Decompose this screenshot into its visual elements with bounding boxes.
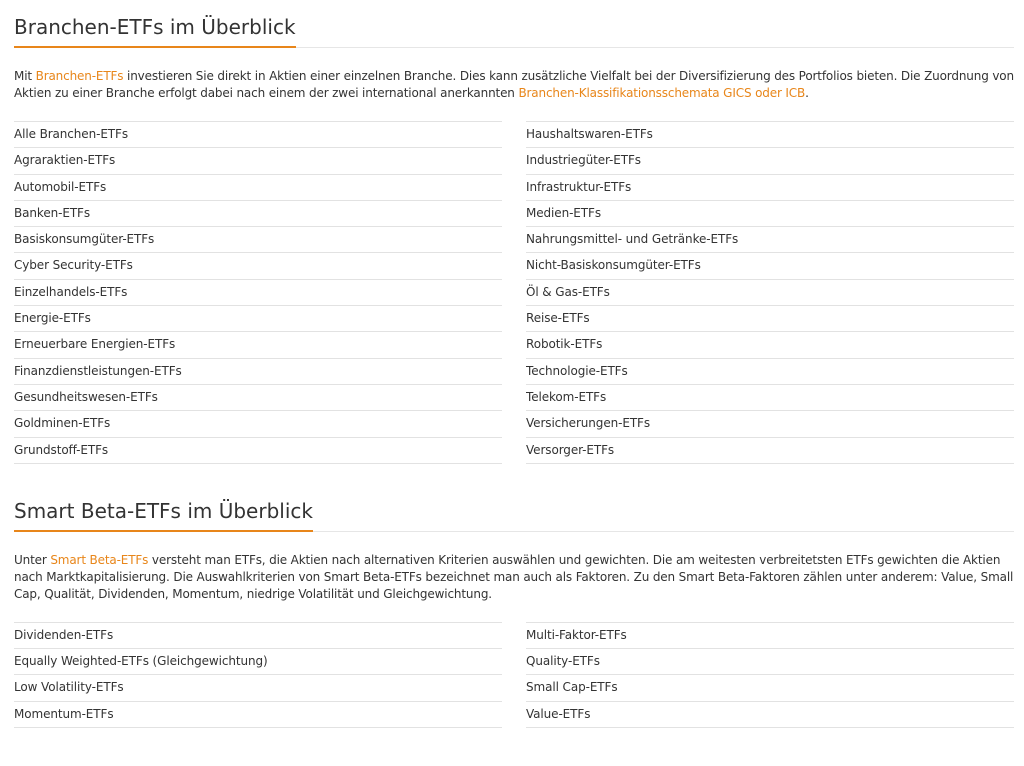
smartbeta-list-left xyxy=(14,622,502,728)
etf-category-link[interactable]: Value-ETFs xyxy=(526,702,1014,728)
etf-category-link[interactable]: Cyber Security-ETFs xyxy=(14,253,502,279)
branchen-intro-text-3: . xyxy=(805,86,809,100)
smartbeta-list-grid xyxy=(14,622,1014,728)
branchen-title: Branchen-ETFs im Überblick xyxy=(14,15,296,48)
etf-category-link[interactable]: Alle Branchen-ETFs xyxy=(14,122,502,148)
etf-category-link[interactable]: Low Volatility-ETFs xyxy=(14,675,502,701)
smartbeta-intro-text-1: Unter xyxy=(14,552,51,567)
etf-category-link[interactable]: Grundstoff-ETFs xyxy=(14,438,502,464)
etf-category-link[interactable]: Reise-ETFs xyxy=(526,306,1014,332)
etf-category-link[interactable]: Industriegüter-ETFs xyxy=(526,148,1014,174)
smartbeta-intro xyxy=(14,552,1014,603)
branchen-section xyxy=(14,0,1014,464)
etf-category-link[interactable]: Goldminen-ETFs xyxy=(14,411,502,437)
etf-category-link[interactable]: Energie-ETFs xyxy=(14,306,502,332)
smartbeta-list-right xyxy=(526,622,1014,728)
etf-category-link[interactable]: Medien-ETFs xyxy=(526,201,1014,227)
etf-category-link[interactable]: Finanzdienstleistungen-ETFs xyxy=(14,359,502,385)
etf-category-link[interactable]: Einzelhandels-ETFs xyxy=(14,280,502,306)
etf-category-link[interactable]: Öl & Gas-ETFs xyxy=(526,280,1014,306)
branchen-etfs-link[interactable]: Branchen-ETFs xyxy=(35,69,124,83)
etf-category-link[interactable]: Nicht-Basiskonsumgüter-ETFs xyxy=(526,253,1014,279)
etf-category-link[interactable]: Dividenden-ETFs xyxy=(14,623,502,649)
etf-category-link[interactable]: Banken-ETFs xyxy=(14,201,502,227)
etf-category-link[interactable]: Haushaltswaren-ETFs xyxy=(526,122,1014,148)
smart-beta-etfs-link[interactable]: Smart Beta-ETFs xyxy=(50,552,149,567)
etf-category-link[interactable]: Nahrungsmittel- und Getränke-ETFs xyxy=(526,227,1014,253)
etf-category-link[interactable]: Infrastruktur-ETFs xyxy=(526,175,1014,201)
etf-category-link[interactable]: Technologie-ETFs xyxy=(526,359,1014,385)
etf-category-link[interactable]: Basiskonsumgüter-ETFs xyxy=(14,227,502,253)
klassifikationsschemata-link[interactable]: Branchen-Klassifikationsschemata GICS oder ICB xyxy=(518,86,806,100)
etf-category-link[interactable]: Automobil-ETFs xyxy=(14,175,502,201)
branchen-title-row xyxy=(14,15,1014,48)
branchen-list-right xyxy=(526,121,1014,464)
etf-category-link[interactable]: Equally Weighted-ETFs (Gleichgewichtung) xyxy=(14,649,502,675)
etf-category-link[interactable]: Multi-Faktor-ETFs xyxy=(526,623,1014,649)
branchen-intro xyxy=(14,68,1014,102)
etf-category-link[interactable]: Versorger-ETFs xyxy=(526,438,1014,464)
smartbeta-title-row xyxy=(14,499,1014,532)
etf-category-link[interactable]: Gesundheitswesen-ETFs xyxy=(14,385,502,411)
branchen-intro-text-1: Mit xyxy=(14,69,36,83)
etf-category-link[interactable]: Versicherungen-ETFs xyxy=(526,411,1014,437)
etf-category-link[interactable]: Momentum-ETFs xyxy=(14,702,502,728)
etf-category-link[interactable]: Agraraktien-ETFs xyxy=(14,148,502,174)
etf-category-link[interactable]: Robotik-ETFs xyxy=(526,332,1014,358)
smartbeta-title: Smart Beta-ETFs im Überblick xyxy=(14,499,313,532)
branchen-intro-text-2: investieren Sie direkt in Aktien einer einzelnen Branche. Dies kann zusätzliche Vielfalt bei der Diversifizierung des Portfolios bieten. Die Zuordnung von Aktien zu einer Branche erfolgt dabei nach einem der zwei international anerkannten xyxy=(14,69,1014,100)
smartbeta-section xyxy=(14,464,1014,728)
branchen-list-grid xyxy=(14,121,1014,464)
branchen-list-left xyxy=(14,121,502,464)
etf-category-link[interactable]: Small Cap-ETFs xyxy=(526,675,1014,701)
smartbeta-intro-text-2: versteht man ETFs, die Aktien nach alternativen Kriterien auswählen und gewichten. Die am weitesten verbreitetsten ETFs gewichten die Aktien nach Marktkapitalisierung. Die Auswahlkriterien von Smart Beta-ETFs bezeichnet man auch als Faktoren. Zu den Smart Beta-Faktoren zählen unter anderem: Value, Small Cap, Qualität, Dividenden, Momentum, niedrige Volatilität und Gleichgewichtung. xyxy=(14,552,1014,601)
etf-category-link[interactable]: Telekom-ETFs xyxy=(526,385,1014,411)
etf-category-link[interactable]: Quality-ETFs xyxy=(526,649,1014,675)
etf-category-link[interactable]: Erneuerbare Energien-ETFs xyxy=(14,332,502,358)
